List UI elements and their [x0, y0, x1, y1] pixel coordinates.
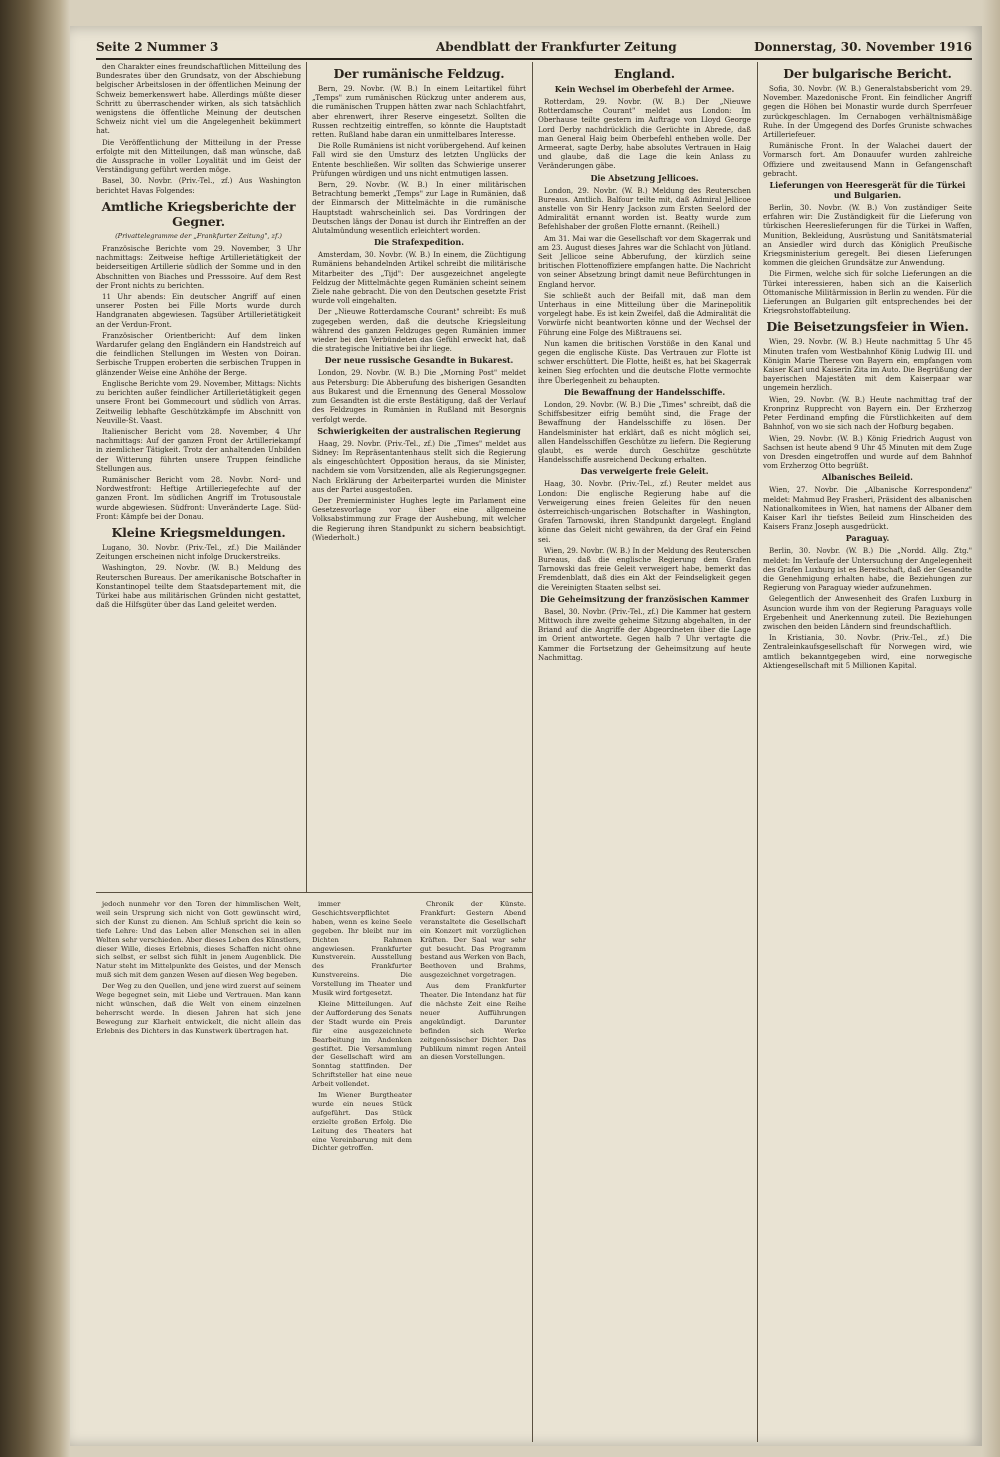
issue-date: Donnerstag, 30. November 1916 — [754, 40, 972, 54]
subheadline-army-command: Kein Wechsel im Oberbefehl der Armee. — [554, 84, 735, 94]
article-text: den Charakter eines freundschaftlichen Mitteilung des Bundesrates über den Grundsatz, von der Abschiebung belgischer Arbeitslosen in der öffentlichen Meinung der Schweiz bemerkenswert habe. Allerdings müßte dieser Schritt zu überraschender wirken, als sich tatsächlich wenigstens die öffentliche Meinung der deutschen Schweiz nicht viel um die Angelegenheit bekümmert hat. — [96, 62, 301, 136]
article-text: London, 29. Novbr. (W. B.) Meldung des Reuterschen Bureaus. Amtlich. Balfour teilte mit, daß Admiral Jellicoe anstelle von Sir Henry Jackson zum Ersten Seelord der Admiralität ernannt worden ist. Beatty wurde zum Befehlshaber der großen Flotte ernannt. (Reihell.) — [538, 185, 751, 232]
article-text: In Kristiania, 30. Novbr. (Priv.-Tel., zf.) Die Zentraleinkaufsgesellschaft für Norwegen wird, wie amtlich bekanntgegeben wird, eine norwegische Aktiengesellschaft mit 5 Millionen Kapital. — [763, 633, 972, 670]
article-text: Basel, 30. Novbr. (Priv.-Tel., zf.) Die Kammer hat gestern Mittwoch ihre zweite geheime Sitzung abgehalten, in der Briand auf die Angriffe der Abgeordneten über die Lage im Orient antwortete. Gegen halb 7 Uhr vertagte die Kammer die Fortsetzung der Geheimsitzung auf heute Nachmittag. — [538, 606, 751, 662]
article-text: Berlin, 30. Novbr. (W. B.) Die „Nordd. Allg. Ztg." meldet: Im Verlaufe der Untersuchung der Angelegenheit des Grafen Luxburg ist es Bereitschaft, daß der Gesandte die Genehmigung erhalten habe, die Beziehungen zur Regierung von Paraguay wieder aufzunehmen. — [763, 546, 972, 593]
article-text: Der „Nieuwe Rotterdamsche Courant" schreibt: Es muß zugegeben werden, daß die deutsche Kriegsleitung während des ganzen Feldzuges gegen Rumänien immer wieder bei den Verbündeten das Gefühl erweckt hat, daß die strategische Initiative bei ihr liege. — [312, 307, 526, 354]
headline-russian-envoy: Der neue russische Gesandte in Bukarest. — [324, 355, 514, 366]
article-text: London, 29. Novbr. (W. B.) Die „Times" schreibt, daß die Schiffsbesitzer eifrig bemüht sind, die Frage der Bewaffnung der Handelsschiffe zu lösen. Der Handelsminister hat erklärt, daß es nicht möglich sei, allen Handelsschiffen Geschütze zu liefern. Die Regierung glaubt, es werde durch Geschütze geschützte Handelsschiffe ausreichend Deckung erhalten. — [538, 399, 751, 465]
column-rule — [757, 62, 758, 1442]
article-text: Französischer Orientbericht: Auf dem linken Wardarufer gelang den Engländern ein Handstreich auf die feindlichen Stellungen im Westen von Doiran. Serbische Truppen eroberten die serbischen Truppen in glänzender Weise eine Anhöhe der Berge. — [96, 330, 301, 377]
headline-french-chamber: Die Geheimsitzung der französischen Kammer — [540, 593, 749, 604]
headline-small-war-news: Kleine Kriegsmeldungen. — [111, 524, 286, 540]
article-text: Wien, 27. Novbr. Die „Albanische Korrespondenz" meldet: Mahmud Bey Frasheri, Präsident des albanischen Nationalkomitees in Wien, hat namens der Albaner dem Kaiser Karl ihr tiefstes Beileid zum Hinscheiden des Kaisers Franz Joseph ausgedrückt. — [763, 485, 972, 532]
page-edge — [982, 0, 1000, 1457]
headline-australian-government: Schwierigkeiten der australischen Regierung — [317, 425, 521, 436]
column-2 — [312, 62, 526, 892]
column-rule — [532, 62, 533, 1442]
article-text: Haag, 29. Novbr. (Priv.-Tel., zf.) Die „Times" meldet aus Sidney: Im Repräsentantenhaus stellt sich die Regierung als eingeschüchtert Opposition heraus, da sie Minister, nachdem sie vom Vorsitzenden, alle als Regierungsgegner. Nach Erklärung der Arbeiterpartei wurden die Minister aus der Partei ausgestoßen. — [312, 438, 526, 494]
headline-safe-conduct: Das verweigerte freie Geleit. — [580, 466, 709, 477]
article-text: Die Veröffentlichung der Mitteilung in der Presse erfolgte mit den Mitteilungen, daß man wünsche, daß die Aussprache in voller Loyalität und im Geist der Verständigung geführt werden möge. — [96, 137, 301, 175]
headline-albanian-condolence: Albanisches Beileid. — [822, 472, 913, 483]
article-text: Wien, 29. Novbr. (W. B.) In der Meldung des Reuterschen Bureaus, daß die englische Regierung dem Grafen Tarnowski das freie Geleit verweigert habe, bemerkt das Fremdenblatt, daß dies ein Akt der Feindseligkeit gegen die Vereinigten Staaten selbst sei. — [538, 545, 751, 592]
feuilleton-text: Kleine Mitteilungen. Auf der Aufforderung des Senats der Stadt wurde ein Preis für eine ausgezeichnete Bearbeitung im Andenken gestiftet. Die Versammlung der Gesellschaft wird am Sonntag stattfinden. Der Schriftsteller hat eine neue Arbeit vollendet. — [312, 999, 412, 1089]
article-text: Die Firmen, welche sich für solche Lieferungen an die Türkei interessieren, haben sich an die Kaiserlich Ottomanische Militärmission in Berlin zu wenden. Für die Lieferungen an Bulgarien gilt entsprechendes bei der Kriegsrohstoffabteilung. — [763, 269, 972, 316]
feuilleton-column-2 — [312, 900, 412, 1380]
article-text: 11 Uhr abends: Ein deutscher Angriff auf einen unserer Posten bei Fille Morts wurde durch Handgranaten abgewiesen. Tagsüber Artillerietätigkeit an der Verdun-Front. — [96, 292, 301, 329]
masthead — [96, 40, 972, 60]
article-text: Lugano, 30. Novbr. (Priv.-Tel., zf.) Die Mailänder Zeitungen erscheinen nicht infolge Druckerstreiks. — [96, 542, 301, 562]
headline-paraguay: Paraguay. — [845, 533, 890, 544]
feuilleton-text: Aus dem Frankfurter Theater. Die Intendanz hat für die nächste Zeit eine Reihe neuer Aufführungen angekündigt. Darunter befinden sich Werke zeitgenössischer Dichter. Das Publikum nimmt regen Anteil an diesen Vorstellungen. — [420, 982, 526, 1062]
article-text: Haag, 30. Novbr. (Priv.-Tel., zf.) Reuter meldet aus London: Die englische Regierung habe auf die Verweigerung eines freien Geleites für den neuen österreichisch-ungarischen Botschafter in Washington, Grafen Tarnowski, ihren Standpunkt dargelegt. England könne das Geleit nicht gewähren, da der Graf ein Feind sei. — [538, 479, 751, 544]
feuilleton-column-3 — [420, 900, 526, 1380]
article-text: Sofia, 30. Novbr. (W. B.) Generalstabsbericht vom 29. November. Mazedonische Front. Ein feindlicher Angriff gegen die Höhen bei Monastir wurde durch Sperrfeuer zurückgeschlagen. Im Cernabogen verhältnismäßige Ruhe. In der Umgegend des Dorfes Gruniste schwaches Artilleriefeuer. — [763, 84, 972, 140]
article-text: London, 29. Novbr. (W. B.) Die „Morning Post" meldet aus Petersburg: Die Abberufung des bisherigen Gesandten aus Bukarest und die Ernennung des General Mossolow zum Gesandten ist die erste Bestätigung, daß der Verlauf des Feldzuges in Rumänien in Rußland mit Besorgnis verfolgt werde. — [312, 368, 526, 424]
feuilleton-text: Der Weg zu den Quellen, und jene wird zuerst auf seinem Wege begegnet sein, mit Liebe und Vertrauen. Man kann nicht wünschen, daß die Welt von einem einzelnen beherrscht werde. In diesen Jahren hat sich jene Bewegung zur Klarheit entwickelt, die nicht allein das Erlebnis des Dichters in das Kunstwerk übertragen hat. — [96, 982, 301, 1035]
article-text: Französische Berichte vom 29. November, 3 Uhr nachmittags: Zeitweise heftige Artillerietätigkeit der beiderseitigen Artillerie südlich der Somme und in den Abschnitten von Biaches und Presssoire. Auf dem Rest der Front nichts zu berichten. — [96, 244, 301, 290]
feuilleton-text: Im Wiener Burgtheater wurde ein neues Stück aufgeführt. Das Stück erzielte großen Erfolg. Die Leitung des Theaters hat eine Vereinbarung mit dem Dichter getroffen. — [312, 1091, 412, 1153]
headline-merchant-ships: Die Bewaffnung der Handelsschiffe. — [563, 386, 726, 397]
feuilleton-rule — [96, 892, 532, 893]
column-rule — [306, 62, 307, 892]
article-text: Berlin, 30. Novbr. (W. B.) Von zuständiger Seite erfahren wir: Die Zuständigkeit für die Lieferung von türkischen Heereslieferungen für die Türkei in Waffen, Munition, Bekleidung, Ausrüstung und Sanitätsmaterial an Ansiedler wird durch das Königlich Preußische Kriegsministerium geregelt. Bei diesen Lieferungen kommen die gleichen Grundsätze zur Anwendung. — [763, 203, 972, 268]
headline-bulgarian-report: Der bulgarische Bericht. — [783, 66, 952, 81]
article-text: Am 31. Mai war die Gesellschaft vor dem Skagerrak und am 23. August dieses Jahres war die Schlacht von Jütland. Seit Jellicoe seine Abberufung, der kürzlich seine britischen Flottenoffiziere empfangen hatte. Die Nachricht von seiner Absetzung bringt damit neue Befürchtungen in England hervor. — [538, 233, 751, 289]
article-text: Amsterdam, 30. Novbr. (W. B.) In einem, die Züchtigung Rumäniens behandelnden Artikel schreibt die militärische Mitarbeiter des „Tijd": Der ausgezeichnet angelegte Feldzug der Mittelmächte gegen Rumänien scheint seinem Ziele nahe gebracht. Die von den Deutschen gesetzte Frist wurde voll eingehalten. — [312, 250, 526, 306]
article-text: Wien, 29. Novbr. (W. B.) Heute nachmittag traf der Kronprinz Rupprecht von Bayern ein. Der Erzherzog Peter Ferdinand empfing die Fürstlichkeiten auf dem Bahnhof, von wo sie sich nach der Hofburg begaben. — [763, 394, 972, 432]
headline-war-reports: Amtliche Kriegsberichte der Gegner. — [101, 198, 296, 229]
article-text: Bern, 29. Novbr. (W. B.) In einer militärischen Betrachtung bemerkt „Temps" zur Lage in Rumänien, daß der Einmarsch der Mittelmächte in die rumänische Hauptstadt wahrscheinlich sei. Das Vordringen der Deutschen längs der Donau ist durch ihr Eintreffen an der Alutalmündung wesentlich erleichtert worden. — [312, 180, 526, 236]
column-3 — [538, 62, 751, 1437]
column-4 — [763, 62, 972, 1437]
newspaper-title: Abendblatt der Frankfurter Zeitung — [436, 40, 677, 54]
article-text: Wien, 29. Novbr. (W. B.) König Friedrich August von Sachsen ist heute abend 9 Uhr 45 Minuten mit dem Zuge von Dresden eingetroffen und wurde auf dem Bahnhof vom Erzherzog Otto begrüßt. — [763, 433, 972, 471]
article-text: Italienischer Bericht vom 28. November, 4 Uhr nachmittags: Auf der ganzen Front der Artilleriekampf in ziemlicher Tätigkeit. Trotz der anhaltenden Unbilden der Witterung führten unsere Truppen feindliche Stellungen aus. — [96, 426, 301, 473]
headline-punitive-expedition: Die Strafexpedition. — [373, 237, 464, 248]
article-text: Englische Berichte vom 29. November, Mittags: Nichts zu berichten außer feindlicher Artillerietätigkeit gegen unsere Front bei Gommecourt und südlich von Arras. Zeitweilig lebhafte Geschützkämpfe im Abschnitt von Neuville-St. Vaast. — [96, 378, 301, 425]
feuilleton-text: jedoch nunmehr vor den Toren der himmlischen Welt, weil sein Ursprung sich nicht von Gott gewünscht wird, sich der Kunst zu dienen. Am Schluß spricht die kein so tiefe Lehre: Und das Leben aller Menschen sei in allen Welten sehr verschieden. Aber dieses Leben des Künstlers, dieser Wille, dieses Erlebnis, dieses Schaffen nicht ohne sich selbst, er selbst sich fühlt in jenem Augenblick. Die Natur steht im Mittelpunkte des Geistes, und der Mensch muß sich mit dem ganzen Wesen auf diesen Weg begeben. — [96, 900, 301, 980]
headline-funeral-vienna: Die Beisetzungsfeier in Wien. — [766, 319, 969, 335]
article-text: Rumänischer Bericht vom 28. Novbr. Nord- und Nordwestfront: Heftige Artilleriegefechte auf der ganzen Front. Im südlichen Angriff im Trotusoustale wurde abgewiesen. Südfront: Unveränderte Lage. Süd-Front: Kämpfe bei der Donau. — [96, 474, 301, 521]
article-text: Der Premierminister Hughes legte im Parlament eine Gesetzesvorlage vor über eine allgemeine Volksabstimmung zur Frage der Aushebung, mit welcher die Regierung ihren Standpunkt zu sichern beabsichtigt. (Wiederholt.) — [312, 495, 526, 542]
article-text: Sie schließt auch der Beifall mit, daß man dem Unterhaus in eine Mitteilung über die Marinepolitik vorgelegt habe. Es ist kein Zweifel, daß die Admiralität die Vorwürfe nicht beantworten könne und der Wechsel der Führung eine Folge des Mißtrauens sei. — [538, 290, 751, 337]
headline-army-supplies: Lieferungen von Heeresgerät für die Türkei und Bulgarien. — [769, 180, 966, 201]
feuilleton-text: immer Geschichtsverpflichtet haben, wenn es keine Seele gegeben. Ihr bleibt nur im Dichten Rahmen angewiesen. Frankfurter Kunstverein. Ausstellung des Frankfurter Kunstvereins. Die Vorstellung im Theater und Musik wird fortgesetzt. — [312, 900, 412, 998]
article-text: Nun kamen die britischen Vorstöße in den Kanal und gegen die englische Küste. Das Vertrauen zur Flotte ist schwer erschüttert. Die Flotte, heißt es, hat bei Skagerrak keinen Sieg erfochten und die deutsche Flotte vermochte ihre Überlegenheit zu behaupten. — [538, 338, 751, 385]
article-text: Rotterdam, 29. Novbr. (W. B.) Der „Nieuwe Rotterdamsche Courant" meldet aus London: Im Oberhause teilte gestern im Auftrage von Lloyd George Lord Derby nachdrücklich die Gerüchte in Abrede, daß man General Haig beim Oberbefehl entheben wolle. Der Armeerat, sagte Derby, habe absolutes Vertrauen in Haig und glaube, daß die Lage die kein Anlass zu Veränderungen gäbe. — [538, 97, 751, 171]
article-text: Gelegentlich der Anwesenheit des Grafen Luxburg in Asuncion wurde ihm von der Regierung Paraguays volle Ergebenheit und Anerkennung zuteil. Die Beziehungen zwischen den beiden Ländern sind freundschaftlich. — [763, 594, 972, 631]
article-text: Washington, 29. Novbr. (W. B.) Meldung des Reuterschen Bureaus. Der amerikanische Botschafter in Konstantinopel teilte dem Staatsdepartement mit, die Türkei habe aus militärischen Gründen nicht gestattet, daß die Hilfsgüter über das Land geleitet werden. — [96, 563, 301, 610]
headline-jellicoe: Die Absetzung Jellicoes. — [590, 172, 699, 183]
article-text: Wien, 29. Novbr. (W. B.) Heute nachmittag 5 Uhr 45 Minuten trafen vom Westbahnhof König Ludwig III. und Königin Marie Therese von Bayern ein, empfangen vom Kaiser Karl und Kaiserin Zita im Auto. Die Begrüßung der bayerischen Majestäten mit dem Kaiserpaar war ungemein herzlich. — [763, 337, 972, 393]
column-1 — [96, 62, 301, 892]
article-text: Die Rolle Rumäniens ist nicht vorübergehend. Auf keinen Fall wird sie den Umsturz des letzten Unglücks der Entente beschließen. Wir sollten das Schwierige unserer Prüfungen würdigen und uns nicht entmutigen lassen. — [312, 141, 526, 178]
dateline: Basel, 30. Novbr. (Priv.-Tel., zf.) Aus Washington berichtet Havas Folgendes: — [96, 176, 301, 195]
headline-romanian-campaign: Der rumänische Feldzug. — [333, 66, 505, 81]
feuilleton-column-1 — [96, 900, 301, 1380]
page-number: Seite 2 Nummer 3 — [96, 40, 219, 54]
article-text: Rumänische Front. In der Walachei dauert der Vormarsch fort. Am Donauufer wurden zahlreiche Offiziere und zweitausend Mann in Gefangenschaft gebracht. — [763, 141, 972, 178]
headline-england: England. — [614, 66, 675, 81]
book-binding-edge — [0, 0, 70, 1457]
article-text: Bern, 29. Novbr. (W. B.) In einem Leitartikel führt „Temps" zum rumänischen Rückzug unter anderem aus, die rumänischen Truppen hätten zwar nach Schlachtfahrt, aber ehrenwert, ihrer Reserve eingesetzt. Sollten die Russen rechtzeitig eintreffen, so könnte die Hauptstadt retten. Rußland habe daran ein unmittelbares Interesse. — [312, 84, 526, 140]
feuilleton-text: Chronik der Künste. Frankfurt: Gestern Abend veranstaltete die Gesellschaft ein Konzert mit vorzüglichen Kräften. Der Saal war sehr gut besucht. Das Programm bestand aus Werken von Bach, Beethoven und Brahms, ausgezeichnet vorgetragen. — [420, 900, 526, 980]
subheadline: (Privattelegramme der „Frankfurter Zeitung", zf.) — [115, 231, 282, 240]
